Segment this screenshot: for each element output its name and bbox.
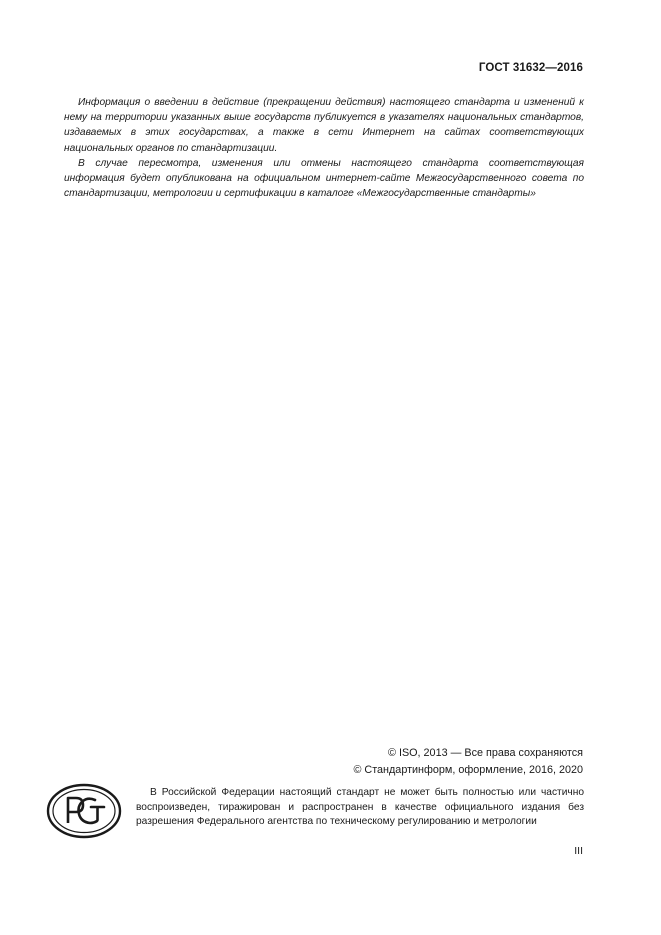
page-number: III: [574, 845, 583, 857]
standard-code-header: ГОСТ 31632—2016: [478, 62, 583, 74]
standartinform-copyright: © Стандартинформ, оформление, 2016, 2020: [353, 764, 583, 776]
reproduction-rights-paragraph: В Российской Федерации настоящий стандарт не может быть полностью или частично воспроизведен, тиражирован и распространен в качестве официального издания без разрешения Федерального агентства по техническому регулированию и метрологии: [136, 787, 584, 828]
publication-info-paragraph: Информация о введении в действие (прекращении действия) настоящего стандарта и изменений к нему на территории указанных выше государств публикуется в указателях национальных стандартов, издаваемых в этих государствах, а также в сети Интернет на сайтах соответствующих национальных органов по стандартизации.: [64, 97, 584, 154]
reproduction-rights-notice: [136, 786, 584, 830]
gost-r-certification-mark-icon: [46, 783, 122, 839]
publication-info-block: [64, 95, 584, 201]
revision-info-paragraph: В случае пересмотра, изменения или отмены настоящего стандарта соответствующая информация будет опубликована на официальном интернет-сайте Межгосударственного совета по стандартизации, метрологии и сертификации в каталоге «Межгосударственные стандарты»: [64, 157, 584, 200]
iso-copyright: © ISO, 2013 — Все права сохраняются: [388, 747, 583, 759]
